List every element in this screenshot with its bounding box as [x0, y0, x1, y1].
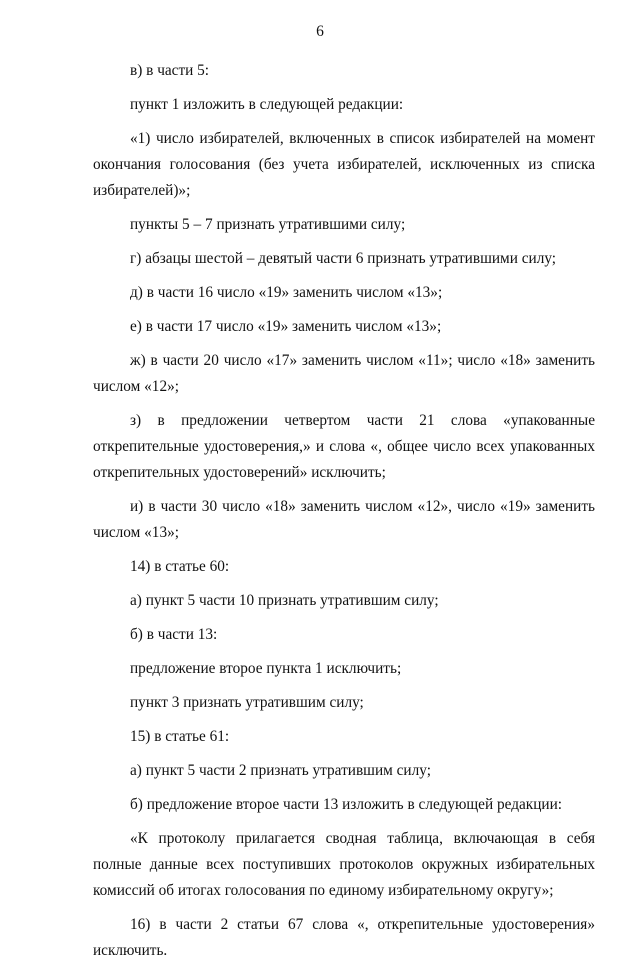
paragraph-point-3-invalid: пункт 3 признать утратившим силу;: [130, 694, 364, 711]
paragraph-e-part-17: е) в части 17 число «19» заменить числом «13»;: [130, 318, 442, 335]
paragraph-zh-part-20: ж) в части 20 число «17» заменить числом «11»; число «18» заменить числом «12»;: [93, 352, 595, 395]
paragraph-d-part-16: д) в части 16 число «19» заменить числом «13»;: [130, 284, 443, 301]
paragraph-z-part-21: з) в предложении четвертом части 21 слова «упакованные открепительные удостоверения,» и слова «, общее число всех упакованных открепительных удостоверений» исключить;: [93, 412, 595, 481]
paragraph-a-part-10: а) пункт 5 части 10 признать утратившим силу;: [130, 592, 439, 609]
paragraph-v-part-5: в) в части 5:: [130, 62, 210, 79]
document-body: [93, 58, 595, 972]
page-number: 6: [316, 23, 324, 40]
paragraph-points-5-7-invalid: пункты 5 – 7 признать утратившими силу;: [130, 216, 406, 233]
paragraph-16-article-67: 16) в части 2 статьи 67 слова «, открепительные удостоверения» исключить.: [93, 916, 595, 959]
paragraph-b-part-13: б) в части 13:: [130, 626, 218, 643]
paragraph-14-article-60: 14) в статье 60:: [130, 558, 230, 575]
paragraph-second-sentence-point-1: предложение второе пункта 1 исключить;: [130, 660, 402, 677]
paragraph-point-1-new-edition: пункт 1 изложить в следующей редакции:: [130, 96, 404, 113]
paragraph-g-part-6: г) абзацы шестой – девятый части 6 признать утратившими силу;: [130, 250, 557, 267]
paragraph-a-part-2: а) пункт 5 части 2 признать утратившим силу;: [130, 762, 431, 779]
paragraph-15-article-61: 15) в статье 61:: [130, 728, 230, 745]
paragraph-quoted-voter-count: «1) число избирателей, включенных в список избирателей на момент окончания голосования (без учета избирателей, исключенных из списка избирателей)»;: [93, 130, 595, 199]
paragraph-i-part-30: и) в части 30 число «18» заменить числом «12», число «19» заменить числом «13»;: [93, 498, 595, 541]
paragraph-quoted-summary-table: «К протоколу прилагается сводная таблица, включающая в себя полные данные всех поступивших протоколов окружных избирательных комиссий об итогах голосования по единому избирательному округу»;: [93, 830, 595, 899]
paragraph-b-part-13-new-edition: б) предложение второе части 13 изложить в следующей редакции:: [130, 796, 563, 813]
